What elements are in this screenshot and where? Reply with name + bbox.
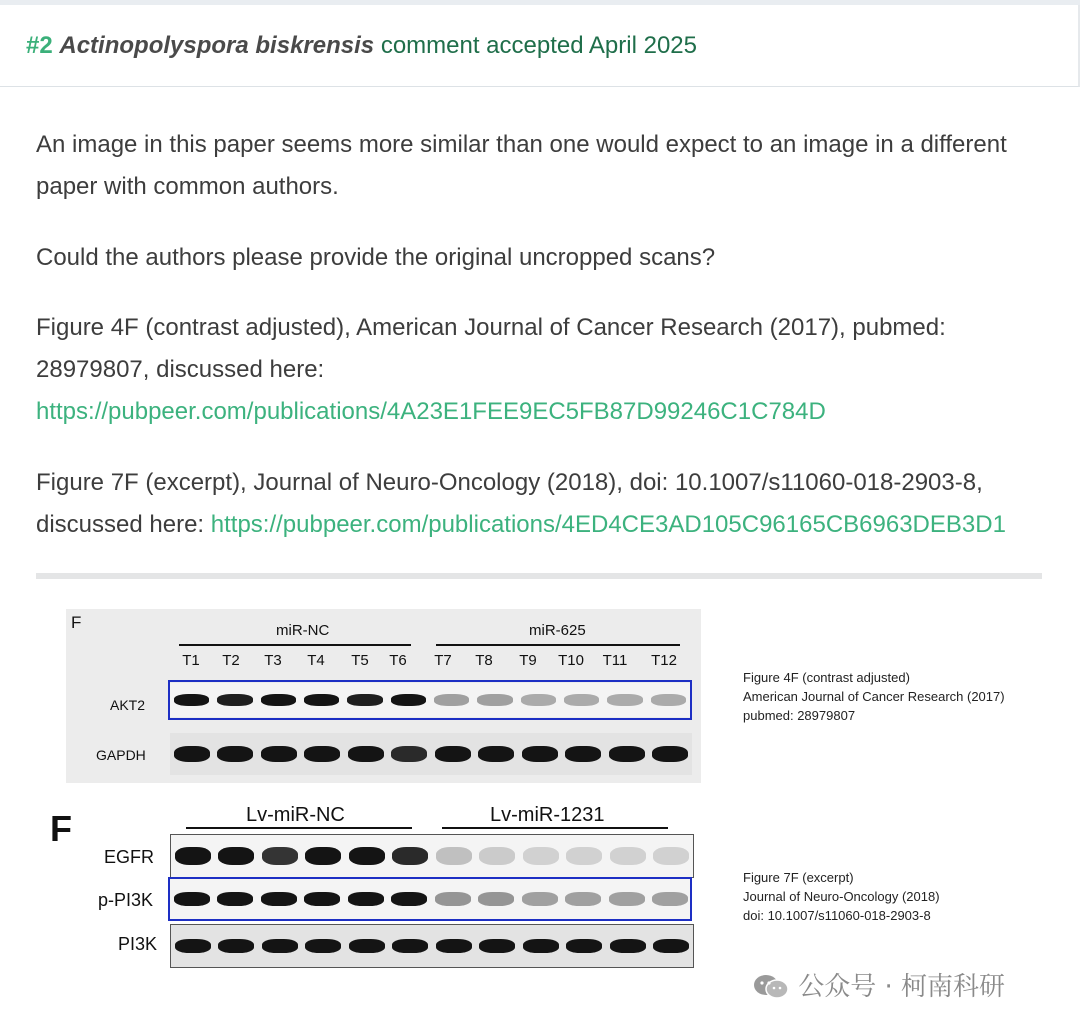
lane-label: T12 — [651, 652, 677, 669]
lane-label: T4 — [307, 652, 325, 669]
blot-band — [609, 746, 645, 762]
lane-label: T1 — [182, 652, 200, 669]
lane-label: T10 — [558, 652, 584, 669]
watermark-text: 公众号 · 柯南科研 — [798, 972, 1006, 1002]
lane-label: T3 — [264, 652, 282, 669]
paragraph-2: Could the authors please provide the original uncropped scans? — [36, 244, 716, 271]
group-underline-2 — [442, 827, 668, 829]
blot-band — [610, 939, 646, 953]
highlight-box — [168, 680, 692, 720]
row-label-akt2: AKT2 — [110, 697, 146, 713]
figure-4f-image — [66, 609, 701, 783]
blot-band — [262, 847, 298, 865]
caption-line: Figure 4F (contrast adjusted) — [743, 670, 910, 685]
row-label-gapdh: GAPDH — [96, 747, 146, 763]
blot-band — [174, 746, 210, 762]
group-label-2: miR-625 — [529, 622, 586, 639]
blot-band — [523, 847, 559, 865]
row-label-egfr: EGFR — [104, 847, 155, 867]
group-label-2: Lv-miR-1231 — [490, 804, 605, 826]
caption-line: Figure 7F (excerpt) — [743, 870, 854, 885]
paragraph-4 — [36, 462, 1046, 546]
blot-band — [435, 746, 471, 762]
panel-letter: F — [50, 808, 72, 849]
blot-band — [305, 939, 341, 953]
blot-band — [610, 847, 646, 865]
blot-band — [175, 939, 211, 953]
group-underline-1 — [179, 644, 411, 646]
blot-band — [566, 939, 602, 953]
figure-7f-image — [46, 800, 702, 972]
lane-label: T5 — [351, 652, 369, 669]
paragraph-4-text: Figure 7F (excerpt), Journal of Neuro-Oncology (2018), doi: 10.1007/s11060-018-2903-8, discussed here: — [36, 469, 983, 538]
species-name: Actinopolyspora biskrensis — [59, 32, 375, 59]
blot-band — [348, 746, 384, 762]
blot-band — [436, 939, 472, 953]
lane-label: T11 — [602, 652, 628, 669]
blot-band — [652, 746, 688, 762]
blot-band — [479, 847, 515, 865]
blot-band — [478, 746, 514, 762]
row-label-p-pi3k: p-PI3K — [98, 890, 154, 910]
comment-status: comment accepted April 2025 — [380, 32, 697, 59]
blot-band — [392, 847, 428, 865]
blot-band — [479, 939, 515, 953]
paragraph-1: An image in this paper seems more similar than one would expect to an image in a different paper with common authors. — [36, 131, 1007, 200]
blot-band — [349, 939, 385, 953]
blot-band — [217, 746, 253, 762]
row-label-pi3k: PI3K — [118, 934, 158, 954]
blot-band — [262, 939, 298, 953]
blot-band — [261, 746, 297, 762]
watermark — [752, 966, 1005, 1003]
caption-line: Journal of Neuro-Oncology (2018) — [743, 889, 940, 904]
blot-band — [436, 847, 472, 865]
panel-letter: F — [71, 613, 82, 632]
caption-line: American Journal of Cancer Research (2017) — [743, 689, 1005, 704]
group-label-1: miR-NC — [276, 622, 330, 639]
blot-band — [653, 939, 689, 953]
lane-label: T2 — [222, 652, 240, 669]
blot-strip-pi3k — [170, 924, 694, 968]
group-underline-1 — [186, 827, 412, 829]
caption-line: doi: 10.1007/s11060-018-2903-8 — [743, 908, 931, 923]
lane-label: T7 — [434, 652, 452, 669]
comment-title — [26, 32, 697, 60]
lane-label: T6 — [389, 652, 407, 669]
pubpeer-link-2[interactable]: https://pubpeer.com/publications/4ED4CE3AD105C96165CB6963DEB3D1 — [210, 511, 1006, 538]
blot-band — [653, 847, 689, 865]
paragraph-3 — [36, 307, 1046, 433]
blot-band — [349, 847, 385, 865]
group-underline-2 — [436, 644, 680, 646]
section-divider — [36, 573, 1042, 579]
blot-band — [304, 746, 340, 762]
paragraph-3-text: Figure 4F (contrast adjusted), American Journal of Cancer Research (2017), pubmed: 28979807, discussed here: — [36, 314, 946, 383]
figure-7f-caption — [743, 868, 940, 925]
highlight-box — [168, 877, 692, 921]
blot-band — [523, 939, 559, 953]
blot-band — [218, 939, 254, 953]
blot-band — [392, 939, 428, 953]
comment-number[interactable]: #2 — [26, 32, 53, 59]
blot-strip-egfr — [170, 834, 694, 878]
blot-band — [522, 746, 558, 762]
blot-band — [565, 746, 601, 762]
figure-4f-caption — [743, 668, 1005, 725]
pubpeer-link-1[interactable]: https://pubpeer.com/publications/4A23E1FEE9EC5FB87D99246C1C784D — [36, 398, 826, 425]
lane-label: T9 — [519, 652, 537, 669]
blot-band — [218, 847, 254, 865]
blot-band — [566, 847, 602, 865]
lane-label: T8 — [475, 652, 493, 669]
blot-band — [305, 847, 341, 865]
blot-band — [175, 847, 211, 865]
blot-strip-gapdh — [170, 733, 692, 775]
comment-header — [0, 5, 1080, 87]
caption-line: pubmed: 28979807 — [743, 708, 856, 723]
group-label-1: Lv-miR-NC — [246, 804, 345, 826]
blot-band — [391, 746, 427, 762]
wechat-icon — [752, 973, 790, 999]
